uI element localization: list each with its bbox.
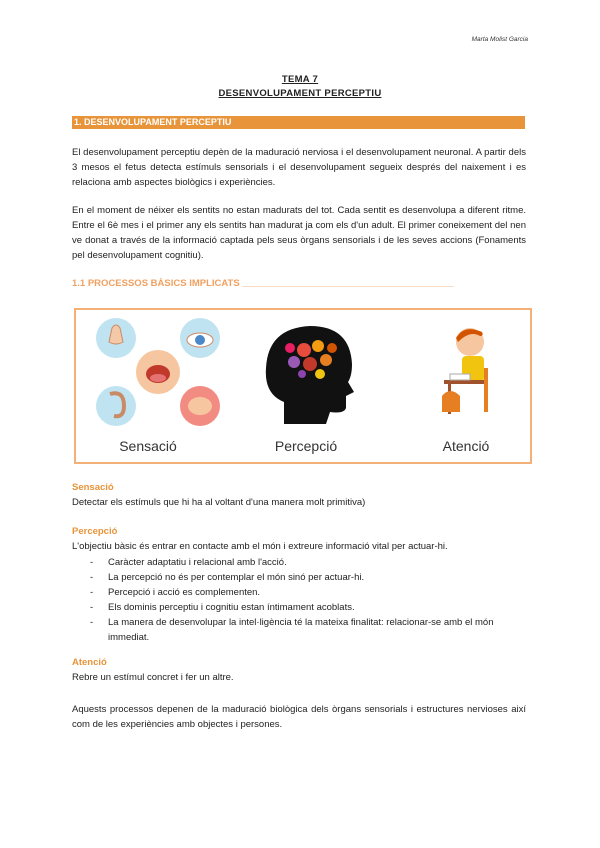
figure-label-atencio: Atenció [442,438,490,454]
topic-title: DESENVOLUPAMENT PERCEPTIU [218,88,382,99]
atencio-heading: Atenció [72,657,107,668]
list-item: - La manera de desenvolupar la intel·ligència té la mateixa finalitat: relacionar-se amb el món immediat. [90,615,530,645]
processes-figure [74,308,532,464]
topic-number: TEMA 7 [281,74,319,85]
figure-label-percepcio: Percepció [274,438,338,454]
subsection-heading: 1.1 PROCESSOS BÀSICS IMPLICATS ________________________________________ [72,278,454,289]
sensacio-text: Detectar els estímuls que hi ha al voltant d'una manera molt primitiva) [72,497,366,508]
list-item: - Els dominis perceptiu i cognitiu estan íntimament acoblats. [90,600,530,615]
brain-head-illustration [254,316,364,434]
list-item: - La percepció no és per contemplar el món sinó per actuar-hi. [90,570,530,585]
senses-illustration [90,314,230,434]
author-name: Marta Molist Garcia [471,36,528,43]
sensacio-heading: Sensació [72,482,114,493]
atencio-text: Rebre un estímul concret i fer un altre. [72,672,234,683]
section-heading: 1. DESENVOLUPAMENT PERCEPTIU [72,116,525,129]
senses-paragraph: En el moment de néixer els sentits no estan madurats del tot. Cada sentit es desenvolupa a diferent ritme. Entre el 6è mes i el primer any els sentits han madurat ja com els d'un adult. El primer coneixement del nen ve donat a través de la informació captada pels seus òrgans sensorials i de les seves accions (Fonaments pel desenvolupament cognitiu). [72,205,526,261]
list-item: - Percepció i acció es complementen. [90,585,530,600]
intro-paragraph: El desenvolupament perceptiu depèn de la maduració nerviosa i el desenvolupament neuronal. A partir dels 3 mesos el fetus detecta estímuls sensorials i el desenvolupament segueix després del naixement i es relaciona amb aspectes biològics i experiències. [72,147,526,188]
list-item: - Caràcter adaptatiu i relacional amb l'acció. [90,555,530,570]
child-studying-illustration [414,322,524,422]
percepcio-text: L'objectiu bàsic és entrar en contacte amb el món i extreure informació vital per actuar-hi. [72,541,448,552]
percepcio-heading: Percepció [72,526,118,537]
closing-paragraph: Aquests processos depenen de la maduració biològica dels òrgans sensorials i estructures nervioses així com de les experiències amb objectes i persones. [72,704,526,730]
figure-label-sensacio: Sensació [119,438,177,454]
percepcio-list [90,555,530,645]
